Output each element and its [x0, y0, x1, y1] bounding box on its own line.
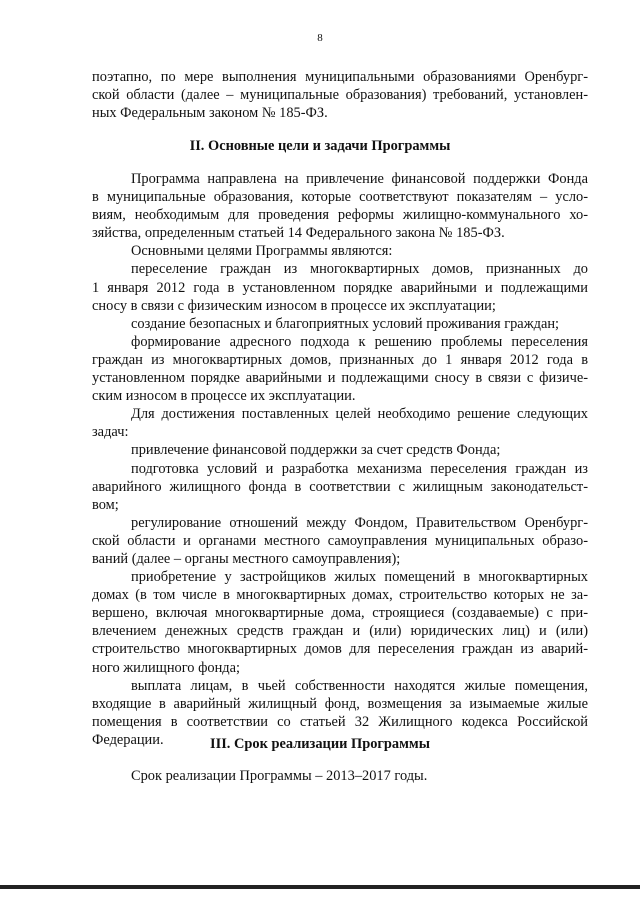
text-line: домах (в том числе в многоквартирных домах, строительство которых не за-: [92, 587, 588, 604]
text-line: влечением денежных средств граждан и (или) юридических лиц) и (или): [92, 623, 588, 640]
page-number: 8: [317, 32, 323, 44]
text-line: переселение граждан из многоквартирных домов, признанных до: [131, 261, 588, 278]
text-line: в муниципальные образования, которые соответствуют показателям – усло-: [92, 189, 588, 206]
text-line: вершено, включая многоквартирные дома, строящиеся (создаваемые) с при-: [92, 605, 588, 622]
section-heading-term: III. Срок реализации Программы: [210, 736, 430, 752]
text-line: ваний (далее – органы местного самоуправления);: [92, 550, 401, 567]
section-term-body: [92, 767, 588, 785]
text-line: Программа направлена на привлечение финансовой поддержки Фонда: [131, 171, 588, 187]
text-line: регулирование отношений между Фондом, Правительством Оренбург-: [131, 514, 588, 531]
text-line: формирование адресного подхода к решению проблемы переселения: [131, 333, 588, 350]
text-line: сносу в связи с физическим износом в процессе их эксплуатации;: [92, 297, 496, 314]
text-line: вом;: [92, 496, 119, 513]
intro-paragraph: [92, 68, 588, 122]
text-line: подготовка условий и разработка механизма переселения граждан из: [131, 460, 588, 477]
text-line: ных Федеральным законом № 185-ФЗ.: [92, 105, 328, 122]
text-line: входящие в аварийный жилищный фонд, возмещения за изымаемые жилые: [92, 695, 588, 712]
text-line: аварийного жилищного фонда в соответствии с жилищным законодательст-: [92, 478, 588, 495]
text-line: строительство многоквартирных домов для переселения граждан из аварий-: [92, 641, 588, 658]
text-line: задач:: [92, 424, 129, 441]
text-line: ской области и органами местного самоуправления муниципальных образо-: [92, 532, 588, 549]
text-line: установленном порядке аварийными и подлежащими сносу в связи с физиче-: [92, 370, 588, 387]
text-line: виям, необходимым для проведения реформы жилищно-коммунального хо-: [92, 207, 588, 224]
text-line: Основными целями Программы являются:: [131, 243, 393, 260]
text-line: создание безопасных и благоприятных условий проживания граждан;: [131, 315, 560, 332]
text-line: поэтапно, по мере выполнения муниципальными образованиями Оренбург-: [92, 69, 588, 85]
text-line: Для достижения поставленных целей необходимо решение следующих: [131, 406, 588, 423]
text-line: зяйства, определенным статьей 14 Федерального закона № 185-ФЗ.: [92, 225, 505, 242]
text-line: ским износом в процессе их эксплуатации.: [92, 388, 356, 405]
text-line: помещения в соответствии со статьей 32 Жилищного кодекса Российской: [92, 713, 588, 730]
section-heading-goals: II. Основные цели и задачи Программы: [189, 138, 451, 154]
text-line: ской области (далее – муниципальные образования) требований, установлен-: [92, 87, 588, 104]
text-line: граждан из многоквартирных домов, признанных до 1 января 2012 года в: [92, 351, 588, 368]
text-line: 1 января 2012 года в установленном порядке аварийными и подлежащими: [92, 279, 588, 296]
section-goals-body: [92, 170, 588, 749]
text-line: привлечение финансовой поддержки за счет средств Фонда;: [131, 442, 501, 459]
text-line: ного жилищного фонда;: [92, 659, 241, 676]
text-line: Срок реализации Программы – 2013–2017 годы.: [131, 768, 428, 784]
text-line: выплата лицам, в чьей собственности находятся жилые помещения,: [131, 677, 588, 694]
bottom-rule: [0, 885, 640, 889]
text-line: приобретение у застройщиков жилых помещений в многоквартирных: [131, 569, 588, 586]
text-line: Федерации.: [92, 731, 164, 748]
